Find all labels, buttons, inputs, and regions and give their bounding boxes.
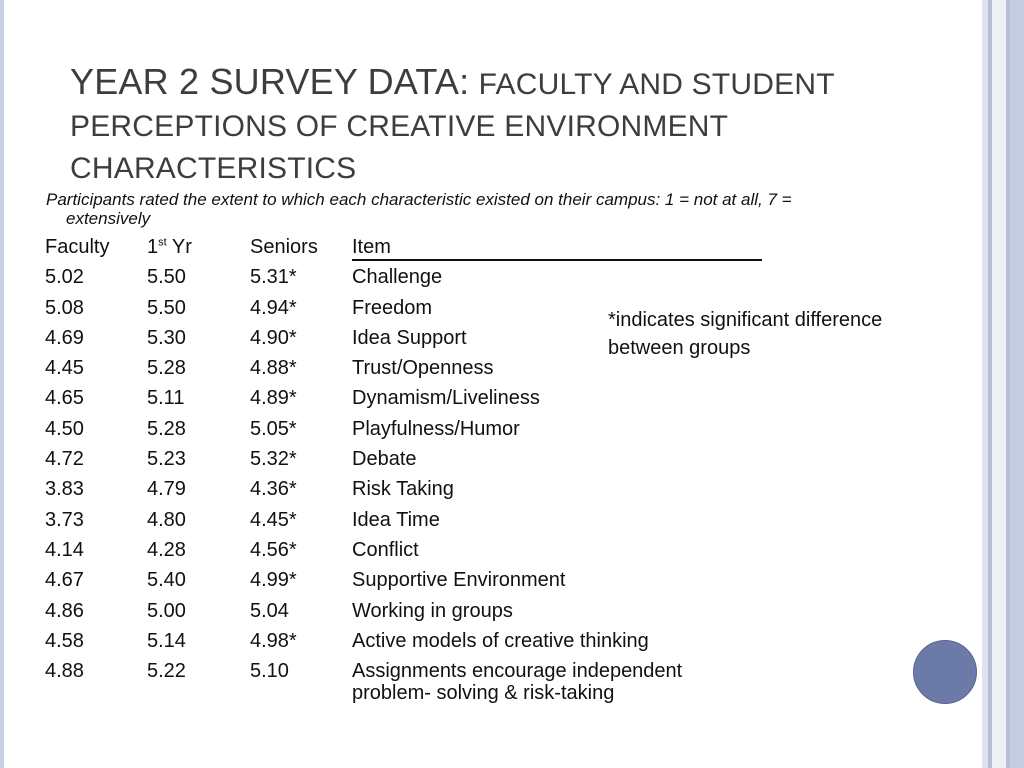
title-subtitle: FACULTY AND STUDENT PERCEPTIONS OF CREATIVE ENVIRONMENT CHARACTERISTICS xyxy=(70,68,835,185)
header-item: Item xyxy=(352,236,762,261)
cell-first-year: 4.79 xyxy=(147,478,186,501)
cell-first-year: 5.28 xyxy=(147,357,186,380)
cell-faculty: 4.45 xyxy=(45,357,84,380)
cell-faculty: 4.14 xyxy=(45,538,84,561)
cell-seniors: 4.94* xyxy=(250,296,297,319)
cell-faculty: 4.86 xyxy=(45,599,84,622)
cell-faculty: 4.65 xyxy=(45,387,84,410)
cell-first-year: 5.30 xyxy=(147,326,186,349)
cell-seniors: 4.56* xyxy=(250,538,297,561)
decorative-circle xyxy=(913,640,977,704)
cell-item: Idea Time xyxy=(352,508,440,531)
cell-faculty: 4.50 xyxy=(45,417,84,440)
cell-item: Challenge xyxy=(352,266,443,289)
cell-seniors: 4.90* xyxy=(250,326,297,349)
header-first-year: 1st Yr xyxy=(147,236,192,258)
cell-faculty: 5.08 xyxy=(45,296,84,319)
instructions-line2: extensively xyxy=(66,209,151,228)
cell-faculty: 4.88 xyxy=(45,660,84,683)
header-seniors: Seniors xyxy=(250,236,318,258)
cell-item: Working in groups xyxy=(352,599,513,622)
cell-first-year: 5.22 xyxy=(147,660,186,683)
cell-seniors: 5.32* xyxy=(250,448,297,471)
cell-seniors: 4.89* xyxy=(250,387,297,410)
cell-item: Supportive Environment xyxy=(352,569,566,592)
right-border-stripes xyxy=(982,0,1024,768)
cell-faculty: 4.72 xyxy=(45,448,84,471)
cell-seniors: 4.36* xyxy=(250,478,297,501)
cell-first-year: 5.50 xyxy=(147,296,186,319)
cell-first-year: 5.11 xyxy=(147,387,185,410)
header-faculty: Faculty xyxy=(45,236,110,258)
title-main: YEAR 2 SURVEY DATA: xyxy=(70,61,470,102)
left-border xyxy=(0,0,4,768)
instructions xyxy=(46,190,946,228)
note-line2: between groups xyxy=(608,337,751,359)
cell-seniors: 4.99* xyxy=(250,569,297,592)
cell-item: Risk Taking xyxy=(352,478,454,501)
cell-first-year: 5.28 xyxy=(147,417,186,440)
cell-item: Active models of creative thinking xyxy=(352,629,649,652)
cell-item: Freedom xyxy=(352,296,433,319)
cell-faculty: 3.83 xyxy=(45,478,84,501)
cell-item: Trust/Openness xyxy=(352,357,494,380)
cell-item: Playfulness/Humor xyxy=(352,417,520,440)
cell-first-year: 5.00 xyxy=(147,599,186,622)
cell-item: Dynamism/Liveliness xyxy=(352,387,540,410)
cell-seniors: 5.05* xyxy=(250,417,297,440)
cell-faculty: 4.58 xyxy=(45,629,84,652)
cell-seniors: 4.45* xyxy=(250,508,297,531)
cell-first-year: 5.40 xyxy=(147,569,186,592)
significance-note xyxy=(608,306,938,362)
cell-seniors: 4.88* xyxy=(250,357,297,380)
note-line1: *indicates significant difference xyxy=(608,309,883,331)
cell-faculty: 4.69 xyxy=(45,326,84,349)
cell-first-year: 5.50 xyxy=(147,266,186,289)
cell-first-year: 5.23 xyxy=(147,448,186,471)
instructions-line1: Participants rated the extent to which each characteristic existed on their campus: 1 = not at all, 7 = xyxy=(46,190,792,209)
cell-seniors: 5.04 xyxy=(250,599,289,622)
cell-seniors: 4.98* xyxy=(250,629,297,652)
cell-first-year: 4.28 xyxy=(147,538,186,561)
cell-faculty: 3.73 xyxy=(45,508,84,531)
cell-item: Conflict xyxy=(352,538,419,561)
slide-title xyxy=(70,62,950,189)
cell-first-year: 5.14 xyxy=(147,629,186,652)
cell-item: Debate xyxy=(352,448,417,471)
cell-faculty: 4.67 xyxy=(45,569,84,592)
cell-seniors: 5.10 xyxy=(250,660,289,683)
cell-faculty: 5.02 xyxy=(45,266,84,289)
cell-first-year: 4.80 xyxy=(147,508,186,531)
cell-item: Assignments encourage independent problem- solving & risk-taking xyxy=(352,660,683,705)
cell-seniors: 5.31* xyxy=(250,266,297,289)
cell-item: Idea Support xyxy=(352,326,467,349)
